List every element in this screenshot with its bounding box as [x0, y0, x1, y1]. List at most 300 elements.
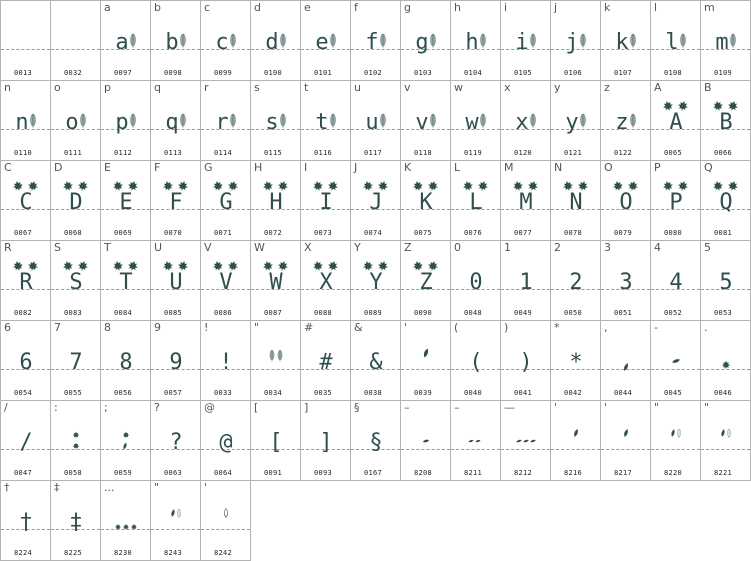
- grid-left-border: [0, 0, 1, 561]
- glyph-preview: [59, 183, 93, 223]
- glyph-code: 8211: [464, 469, 483, 477]
- glyph-cell[interactable]: [51, 1, 101, 81]
- glyph-cell[interactable]: [601, 321, 651, 401]
- glyph-character: #: [319, 350, 333, 375]
- glyph-character: 5: [719, 270, 733, 295]
- glyph-character: !: [219, 350, 233, 375]
- glyph-label: t: [304, 81, 309, 94]
- glyph-character: [: [269, 430, 283, 455]
- glyph-code: 0035: [314, 389, 333, 397]
- glyph-cell[interactable]: [1, 1, 51, 81]
- glyph-cell[interactable]: [401, 321, 451, 401]
- glyph-cell[interactable]: [501, 321, 551, 401]
- glyph-code: 0042: [564, 389, 583, 397]
- glyph-code: 0099: [214, 69, 233, 77]
- glyph-code: 0120: [514, 149, 533, 157]
- glyph-cell[interactable]: [351, 321, 401, 401]
- glyph-label: ": [154, 481, 160, 494]
- glyph-code: 0067: [14, 229, 33, 237]
- glyph-cell[interactable]: [201, 321, 251, 401]
- glyph-cell[interactable]: [101, 241, 151, 321]
- glyph-code: 0087: [264, 309, 283, 317]
- glyph-cell[interactable]: [1, 401, 51, 481]
- glyph-cell[interactable]: [401, 81, 451, 161]
- glyph-preview: [359, 183, 393, 223]
- glyph-code: 0105: [514, 69, 533, 77]
- glyph-label: ): [504, 321, 509, 334]
- feather-icon: [180, 114, 185, 128]
- glyph-cell[interactable]: [401, 161, 451, 241]
- glyph-cell[interactable]: [201, 1, 251, 81]
- glyph-preview: [9, 343, 43, 383]
- glyph-code: 0053: [714, 309, 733, 317]
- glyph-code: 0116: [314, 149, 333, 157]
- glyph-character: V: [219, 270, 233, 295]
- glyph-preview: [609, 263, 643, 303]
- glyph-label: [: [254, 401, 259, 414]
- glyph-label: r: [204, 81, 209, 94]
- glyph-character: v: [415, 110, 429, 135]
- glyph-code: 0114: [214, 149, 233, 157]
- glyph-label: g: [404, 1, 411, 14]
- glyph-cell[interactable]: [651, 241, 701, 321]
- glyph-cell[interactable]: [351, 81, 401, 161]
- glyph-preview: [309, 423, 343, 463]
- glyph-preview: [409, 103, 443, 143]
- glyph-label: U: [154, 241, 163, 254]
- glyph-cell[interactable]: [701, 321, 751, 401]
- glyph-cell[interactable]: [501, 161, 551, 241]
- glyph-label: ;: [104, 401, 108, 414]
- glyph-cell[interactable]: [551, 1, 601, 81]
- glyph-preview: [59, 23, 93, 63]
- glyph-code: 0048: [464, 309, 483, 317]
- glyph-label: Y: [354, 241, 361, 254]
- glyph-label: G: [204, 161, 213, 174]
- glyph-label: 7: [54, 321, 61, 334]
- glyph-label: -: [654, 321, 658, 334]
- glyph-label: 2: [554, 241, 561, 254]
- glyph-cell[interactable]: [651, 81, 701, 161]
- glyph-preview: [159, 23, 193, 63]
- glyph-code: 0080: [664, 229, 683, 237]
- glyph-cell[interactable]: [351, 1, 401, 81]
- glyph-label: 3: [604, 241, 611, 254]
- glyph-cell[interactable]: [401, 1, 451, 81]
- glyph-label: R: [4, 241, 12, 254]
- glyph-cell[interactable]: [601, 1, 651, 81]
- glyph-label: ': [204, 481, 208, 494]
- glyph-character: U: [169, 270, 183, 295]
- glyph-cell[interactable]: [601, 81, 651, 161]
- glyph-cell[interactable]: [301, 241, 351, 321]
- glyph-label: *: [554, 321, 560, 334]
- glyph-label: q: [154, 81, 161, 94]
- glyph-character: P: [669, 190, 683, 215]
- glyph-label: D: [54, 161, 63, 174]
- glyph-preview: [159, 263, 193, 303]
- leaf-blade-icon: [423, 348, 430, 358]
- feather-icon: [330, 114, 335, 128]
- glyph-label: F: [154, 161, 161, 174]
- glyph-preview: [259, 183, 293, 223]
- leaf-blade-icon: [123, 442, 128, 450]
- glyph-label: ‡: [54, 481, 60, 494]
- glyph-character: W: [269, 270, 283, 295]
- glyph-cell[interactable]: [151, 161, 201, 241]
- glyph-character: &: [369, 350, 383, 375]
- glyph-cell[interactable]: [251, 81, 301, 161]
- glyph-cell[interactable]: [51, 321, 101, 401]
- glyph-code: 8224: [14, 549, 33, 557]
- feather-icon: [480, 34, 485, 48]
- glyph-preview: [9, 183, 43, 223]
- glyph-code: 0079: [614, 229, 633, 237]
- leaf-blade-icon: [171, 509, 176, 517]
- leaf-icon: [722, 361, 730, 369]
- glyph-preview: [109, 343, 143, 383]
- glyph-cell[interactable]: [301, 321, 351, 401]
- glyph-character: ‡: [69, 510, 83, 535]
- leaf-blade-icon: [721, 429, 726, 437]
- glyph-cell[interactable]: [301, 401, 351, 481]
- feather-icon: [30, 114, 35, 128]
- glyph-preview: [459, 23, 493, 63]
- glyph-cell[interactable]: [351, 401, 401, 481]
- glyph-label: w: [454, 81, 463, 94]
- feather-icon: [630, 34, 635, 48]
- glyph-code: 8217: [614, 469, 633, 477]
- glyph-cell[interactable]: [501, 401, 551, 481]
- leaf-icon: [73, 443, 80, 450]
- glyph-cell[interactable]: [1, 241, 51, 321]
- glyph-preview: [9, 503, 43, 543]
- glyph-label: h: [454, 1, 461, 14]
- glyph-label: 5: [704, 241, 711, 254]
- glyph-code: 8220: [664, 469, 683, 477]
- glyph-preview: [559, 343, 593, 383]
- feather-icon: [330, 34, 335, 48]
- glyph-cell[interactable]: [601, 401, 651, 481]
- glyph-cell[interactable]: [451, 401, 501, 481]
- glyph-cell[interactable]: [101, 81, 151, 161]
- glyph-cell[interactable]: [451, 161, 501, 241]
- glyph-code: 0051: [614, 309, 633, 317]
- glyph-code: 0058: [64, 469, 83, 477]
- glyph-code: 0118: [414, 149, 433, 157]
- glyph-code: 8225: [64, 549, 83, 557]
- glyph-cell[interactable]: [101, 401, 151, 481]
- glyph-code: 0068: [64, 229, 83, 237]
- leaf-blade-icon: [516, 439, 522, 443]
- glyph-label: W: [254, 241, 265, 254]
- glyph-character: I: [319, 190, 333, 215]
- glyph-cell[interactable]: [651, 401, 701, 481]
- glyph-cell[interactable]: [501, 1, 551, 81]
- glyph-cell[interactable]: [101, 1, 151, 81]
- glyph-preview: [359, 343, 393, 383]
- glyph-cell[interactable]: [401, 401, 451, 481]
- glyph-label: V: [204, 241, 212, 254]
- glyph-cell[interactable]: [701, 1, 751, 81]
- glyph-preview: [409, 343, 443, 383]
- glyph-cell[interactable]: [151, 321, 201, 401]
- glyph-cell[interactable]: [201, 81, 251, 161]
- glyph-character: 6: [19, 350, 33, 375]
- feather-icon: [278, 350, 282, 361]
- glyph-code: 0073: [314, 229, 333, 237]
- glyph-label: C: [4, 161, 12, 174]
- glyph-label: 0: [454, 241, 461, 254]
- glyph-cell[interactable]: [201, 241, 251, 321]
- glyph-preview: [509, 263, 543, 303]
- glyph-cell[interactable]: [701, 241, 751, 321]
- glyph-code: 0109: [714, 69, 733, 77]
- glyph-cell[interactable]: [101, 161, 151, 241]
- glyph-code: 0082: [14, 309, 33, 317]
- glyph-cell[interactable]: [551, 241, 601, 321]
- glyph-preview: [59, 503, 93, 543]
- leaf-icon: [115, 524, 121, 530]
- glyph-character: l: [665, 30, 679, 55]
- glyph-character: E: [119, 190, 133, 215]
- glyph-preview: [309, 23, 343, 63]
- glyph-preview: [609, 23, 643, 63]
- glyph-character: w: [465, 110, 479, 135]
- glyph-cell[interactable]: [351, 241, 401, 321]
- glyph-code: 0055: [64, 389, 83, 397]
- glyph-preview: [459, 263, 493, 303]
- glyph-character: g: [415, 30, 429, 55]
- glyph-code: 0034: [264, 389, 283, 397]
- glyph-code: 0050: [564, 309, 583, 317]
- glyph-code: 0054: [14, 389, 33, 397]
- feather-icon: [430, 34, 435, 48]
- glyph-character: a: [115, 30, 129, 55]
- glyph-cell[interactable]: [651, 1, 701, 81]
- glyph-label: E: [104, 161, 111, 174]
- glyph-cell[interactable]: [51, 81, 101, 161]
- glyph-cell[interactable]: [301, 161, 351, 241]
- glyph-cell[interactable]: [301, 81, 351, 161]
- leaf-blade-icon: [475, 439, 481, 443]
- glyph-preview: [159, 183, 193, 223]
- glyph-character: h: [465, 30, 479, 55]
- glyph-preview: [659, 23, 693, 63]
- glyph-cell[interactable]: [1, 161, 51, 241]
- glyph-preview: [59, 263, 93, 303]
- glyph-cell[interactable]: [451, 81, 501, 161]
- glyph-character: 1: [519, 270, 533, 295]
- glyph-cell[interactable]: [251, 321, 301, 401]
- glyph-label: f: [354, 1, 358, 14]
- glyph-code: 0117: [364, 149, 383, 157]
- glyph-label: y: [554, 81, 561, 94]
- glyph-preview: [409, 423, 443, 463]
- glyph-cell[interactable]: [201, 481, 251, 561]
- glyph-cell[interactable]: [451, 321, 501, 401]
- glyph-code: 0074: [364, 229, 383, 237]
- glyph-preview: [209, 263, 243, 303]
- glyph-cell[interactable]: [551, 161, 601, 241]
- glyph-code: 0108: [664, 69, 683, 77]
- glyph-code: 0047: [14, 469, 33, 477]
- feather-icon: [230, 114, 235, 128]
- glyph-cell[interactable]: [201, 401, 251, 481]
- leaf-outline-icon: [224, 509, 227, 518]
- glyph-character: Q: [719, 190, 733, 215]
- glyph-cell[interactable]: [1, 81, 51, 161]
- glyph-cell[interactable]: [251, 1, 301, 81]
- glyph-character: G: [219, 190, 233, 215]
- glyph-cell[interactable]: [551, 401, 601, 481]
- glyph-code: 0122: [614, 149, 633, 157]
- glyph-code: 0101: [314, 69, 333, 77]
- glyph-label: N: [554, 161, 563, 174]
- glyph-code: 0100: [264, 69, 283, 77]
- glyph-label: —: [504, 401, 515, 414]
- glyph-cell[interactable]: [501, 241, 551, 321]
- glyph-code: 0032: [64, 69, 83, 77]
- glyph-preview: [159, 503, 193, 543]
- glyph-label: L: [454, 161, 461, 174]
- glyph-cell[interactable]: [551, 81, 601, 161]
- glyph-cell[interactable]: [151, 401, 201, 481]
- glyph-code: 0039: [414, 389, 433, 397]
- glyph-preview: [509, 343, 543, 383]
- glyph-character: J: [369, 190, 383, 215]
- glyph-cell[interactable]: [151, 81, 201, 161]
- glyph-label: P: [654, 161, 661, 174]
- glyph-code: 0044: [614, 389, 633, 397]
- glyph-preview: [109, 263, 143, 303]
- glyph-label: ': [604, 401, 608, 414]
- glyph-label: O: [604, 161, 613, 174]
- glyph-character: m: [715, 30, 729, 55]
- glyph-cell[interactable]: [101, 321, 151, 401]
- glyph-label: 4: [654, 241, 661, 254]
- glyph-cell[interactable]: [601, 241, 651, 321]
- glyph-character: e: [315, 30, 329, 55]
- glyph-label: –: [454, 401, 460, 414]
- glyph-preview: [209, 423, 243, 463]
- glyph-cell[interactable]: [451, 241, 501, 321]
- glyph-code: 0033: [214, 389, 233, 397]
- feather-icon: [580, 34, 585, 48]
- glyph-cell[interactable]: [51, 241, 101, 321]
- glyph-preview: [659, 103, 693, 143]
- glyph-cell[interactable]: [51, 481, 101, 561]
- glyph-code: 0084: [114, 309, 133, 317]
- glyph-code: 0115: [264, 149, 283, 157]
- glyph-preview: [709, 343, 743, 383]
- glyph-cell[interactable]: [251, 241, 301, 321]
- glyph-cell[interactable]: [501, 81, 551, 161]
- glyph-code: 8216: [564, 469, 583, 477]
- glyph-character: Y: [369, 270, 383, 295]
- glyph-cell[interactable]: [201, 161, 251, 241]
- leaf-blade-icon: [573, 429, 579, 438]
- glyph-code: 0083: [64, 309, 83, 317]
- glyph-code: 0119: [464, 149, 483, 157]
- glyph-label: i: [504, 1, 508, 14]
- leaf-blade-icon: [671, 429, 676, 437]
- glyph-cell[interactable]: [151, 1, 201, 81]
- glyph-code: 8243: [164, 549, 183, 557]
- glyph-preview: [209, 503, 243, 543]
- glyph-cell[interactable]: [551, 321, 601, 401]
- glyph-code: 0110: [14, 149, 33, 157]
- glyph-cell[interactable]: [651, 161, 701, 241]
- glyph-label: a: [104, 1, 111, 14]
- glyph-preview: [359, 103, 393, 143]
- glyph-cell[interactable]: [251, 161, 301, 241]
- glyph-label: ]: [304, 401, 309, 414]
- glyph-preview: [9, 23, 43, 63]
- glyph-preview: [359, 423, 393, 463]
- glyph-cell[interactable]: [51, 401, 101, 481]
- glyph-cell[interactable]: [301, 1, 351, 81]
- glyph-label: I: [304, 161, 308, 174]
- glyph-code: 0113: [164, 149, 183, 157]
- glyph-character: X: [319, 270, 333, 295]
- glyph-preview: [459, 183, 493, 223]
- glyph-code: 0066: [714, 149, 733, 157]
- glyph-cell[interactable]: [151, 481, 201, 561]
- glyph-cell[interactable]: [101, 481, 151, 561]
- glyph-preview: [9, 263, 43, 303]
- glyph-character: H: [269, 190, 283, 215]
- glyph-label: v: [404, 81, 411, 94]
- glyph-code: 0041: [514, 389, 533, 397]
- glyph-code: 0102: [364, 69, 383, 77]
- feather-icon: [680, 34, 685, 48]
- glyph-cell[interactable]: [251, 401, 301, 481]
- glyph-preview: [109, 103, 143, 143]
- glyph-code: 0090: [414, 309, 433, 317]
- glyph-code: 0065: [664, 149, 683, 157]
- glyph-label: j: [554, 1, 558, 14]
- glyph-cell[interactable]: [51, 161, 101, 241]
- glyph-label: c: [204, 1, 211, 14]
- glyph-cell[interactable]: [701, 161, 751, 241]
- glyph-cell[interactable]: [351, 161, 401, 241]
- glyph-cell[interactable]: [601, 161, 651, 241]
- glyph-character: D: [69, 190, 83, 215]
- glyph-character: x: [515, 110, 529, 135]
- glyph-preview: [159, 103, 193, 143]
- glyph-character: j: [565, 30, 579, 55]
- glyph-cell[interactable]: [401, 241, 451, 321]
- glyph-cell[interactable]: [651, 321, 701, 401]
- glyph-code: 0077: [514, 229, 533, 237]
- glyph-preview: [209, 23, 243, 63]
- glyph-code: 0070: [164, 229, 183, 237]
- glyph-code: 0072: [264, 229, 283, 237]
- feather-icon: [730, 34, 735, 48]
- glyph-cell[interactable]: [701, 401, 751, 481]
- glyph-cell[interactable]: [151, 241, 201, 321]
- glyph-cell[interactable]: [1, 481, 51, 561]
- glyph-label: B: [704, 81, 712, 94]
- glyph-cell[interactable]: [1, 321, 51, 401]
- glyph-cell[interactable]: [451, 1, 501, 81]
- glyph-character: Z: [419, 270, 433, 295]
- glyph-preview: [309, 103, 343, 143]
- glyph-cell[interactable]: [701, 81, 751, 161]
- glyph-label: m: [704, 1, 715, 14]
- glyph-label: o: [54, 81, 61, 94]
